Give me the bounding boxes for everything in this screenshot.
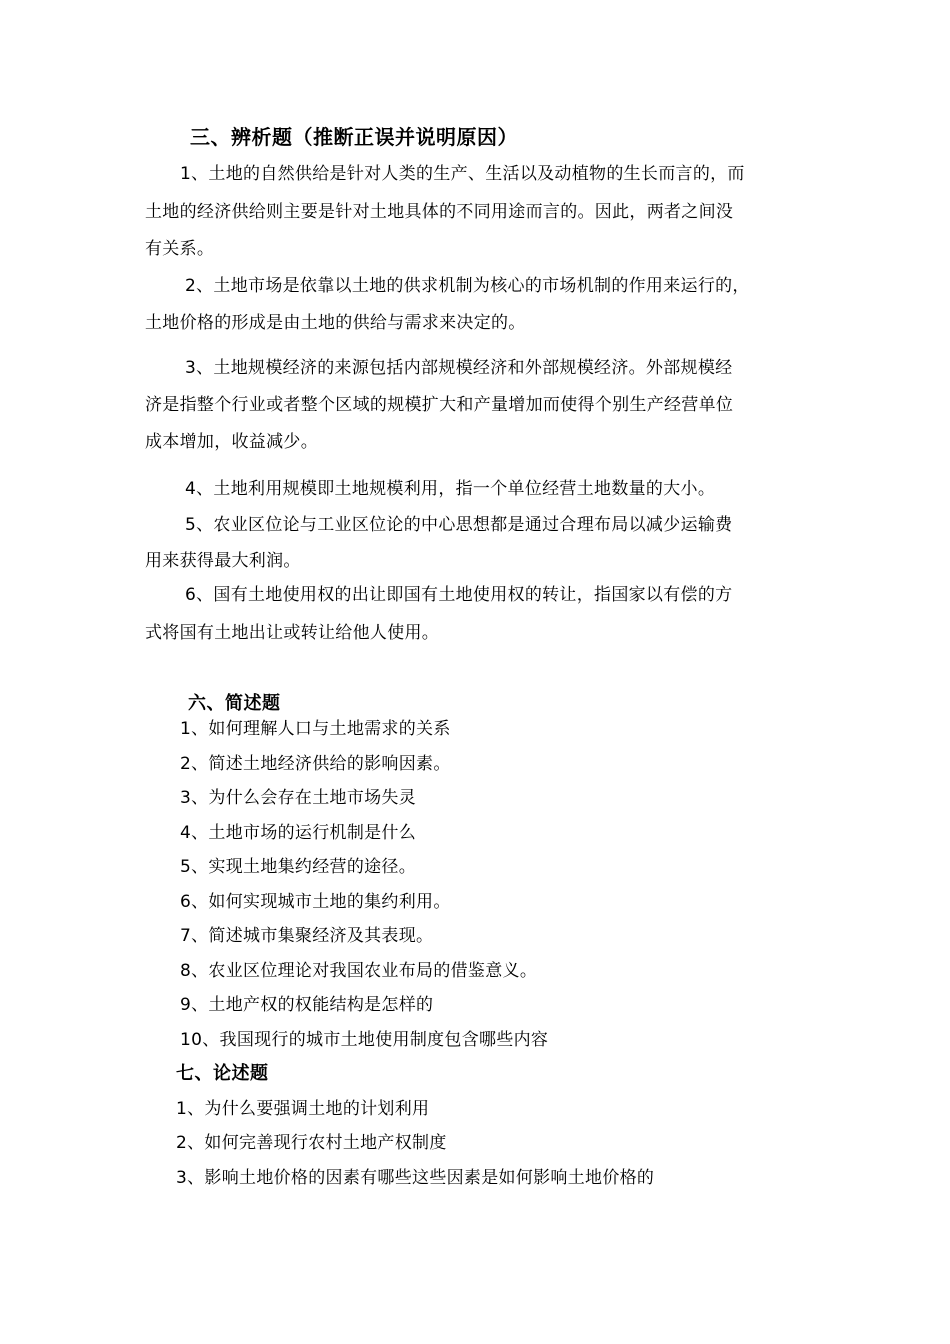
paragraph-line: 式将国有土地出让或转让给他人使用。	[145, 623, 440, 643]
list-item: 2、如何完善现行农村土地产权制度	[176, 1133, 447, 1153]
paragraph-line: 有关系。	[145, 239, 215, 259]
section-7-title: 七、论述题	[176, 1063, 269, 1084]
paragraph-line: 3、土地规模经济的来源包括内部规模经济和外部规模经济。外部规模经	[185, 358, 733, 378]
paragraph-line: 土地的经济供给则主要是针对土地具体的不同用途而言的。因此，两者之间没	[145, 202, 734, 222]
paragraph-line: 2、土地市场是依靠以土地的供求机制为核心的市场机制的作用来运行的，	[185, 276, 750, 296]
paragraph-line: 济是指整个行业或者整个区域的规模扩大和产量增加而使得个别生产经营单位	[145, 395, 734, 415]
list-item: 7、简述城市集聚经济及其表现。	[180, 926, 434, 946]
list-item: 1、如何理解人口与土地需求的关系	[180, 719, 451, 739]
list-item: 6、如何实现城市土地的集约利用。	[180, 892, 451, 912]
paragraph-line: 5、农业区位论与工业区位论的中心思想都是通过合理布局以减少运输费	[185, 515, 733, 535]
paragraph-line: 6、国有土地使用权的出让即国有土地使用权的转让，指国家以有偿的方	[185, 585, 733, 605]
list-item: 2、简述土地经济供给的影响因素。	[180, 754, 451, 774]
paragraph-line: 土地价格的形成是由土地的供给与需求来决定的。	[145, 313, 526, 333]
paragraph-line: 用来获得最大利润。	[145, 551, 301, 571]
section-6-title: 六、简述题	[188, 693, 281, 714]
list-item: 10、我国现行的城市土地使用制度包含哪些内容	[180, 1030, 549, 1050]
list-item: 3、影响土地价格的因素有哪些这些因素是如何影响土地价格的	[176, 1168, 655, 1188]
list-item: 4、土地市场的运行机制是什么	[180, 823, 417, 843]
list-item: 8、农业区位理论对我国农业布局的借鉴意义。	[180, 961, 538, 981]
paragraph-line: 成本增加，收益减少。	[145, 432, 318, 452]
list-item: 5、实现土地集约经营的途径。	[180, 857, 417, 877]
paragraph-line: 1、土地的自然供给是针对人类的生产、生活以及动植物的生长而言的，而	[180, 164, 745, 184]
list-item: 1、为什么要强调土地的计划利用	[176, 1099, 430, 1119]
list-item: 9、土地产权的权能结构是怎样的	[180, 995, 434, 1015]
paragraph-line: 4、土地利用规模即土地规模利用，指一个单位经营土地数量的大小。	[185, 479, 716, 499]
section-3-title: 三、辨析题（推断正误并说明原因）	[190, 125, 518, 149]
list-item: 3、为什么会存在土地市场失灵	[180, 788, 417, 808]
